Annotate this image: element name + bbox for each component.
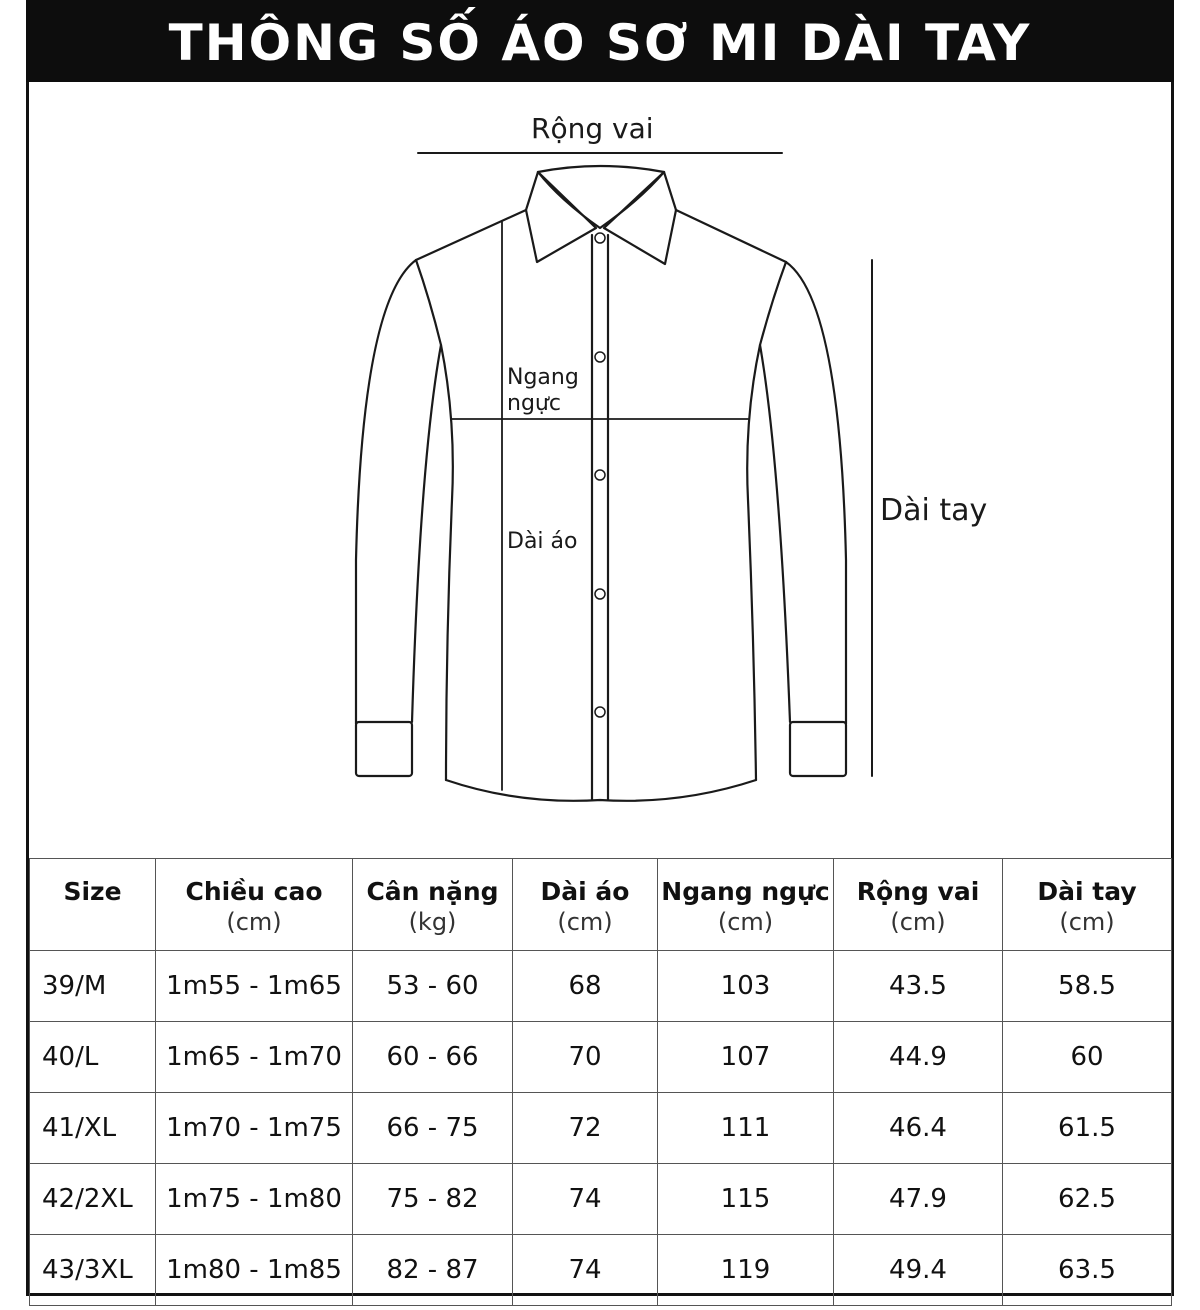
cell-length: 68 [513, 951, 658, 1022]
shoulder-label: Rộng vai [531, 112, 654, 145]
cell-sleeve: 61.5 [1003, 1093, 1172, 1164]
cell-size: 40/L [30, 1022, 156, 1093]
cell-length: 72 [513, 1093, 658, 1164]
cell-weight: 82 - 87 [353, 1235, 513, 1306]
chest-label-line1: Ngang [507, 365, 579, 390]
cell-length: 70 [513, 1022, 658, 1093]
cell-sleeve: 60 [1003, 1022, 1172, 1093]
shirt-button-icon [595, 470, 605, 480]
cell-shoulder: 43.5 [834, 951, 1003, 1022]
cell-length: 74 [513, 1235, 658, 1306]
header-weight: Cân nặng (kg) [353, 859, 513, 951]
cell-weight: 75 - 82 [353, 1164, 513, 1235]
cell-sleeve: 63.5 [1003, 1235, 1172, 1306]
length-label: Dài áo [507, 529, 578, 554]
table-header-row [30, 859, 1172, 951]
cell-shoulder: 44.9 [834, 1022, 1003, 1093]
header-size: Size [30, 859, 156, 951]
cell-height: 1m65 - 1m70 [156, 1022, 353, 1093]
shirt-button-icon [595, 589, 605, 599]
page-title: THÔNG SỐ ÁO SƠ MI DÀI TAY [168, 14, 1032, 72]
cell-shoulder: 46.4 [834, 1093, 1003, 1164]
cell-chest: 115 [658, 1164, 834, 1235]
cell-weight: 60 - 66 [353, 1022, 513, 1093]
cell-shoulder: 47.9 [834, 1164, 1003, 1235]
cell-size: 39/M [30, 951, 156, 1022]
header-sleeve: Dài tay (cm) [1003, 859, 1172, 951]
cell-weight: 66 - 75 [353, 1093, 513, 1164]
cell-weight: 53 - 60 [353, 951, 513, 1022]
cell-chest: 119 [658, 1235, 834, 1306]
cell-sleeve: 62.5 [1003, 1164, 1172, 1235]
cell-size: 43/3XL [30, 1235, 156, 1306]
cell-chest: 111 [658, 1093, 834, 1164]
shirt-outline-icon [356, 166, 846, 801]
table-row [30, 1022, 1172, 1093]
cell-sleeve: 58.5 [1003, 951, 1172, 1022]
table-row [30, 951, 1172, 1022]
cell-height: 1m75 - 1m80 [156, 1164, 353, 1235]
header-shoulder: Rộng vai (cm) [834, 859, 1003, 951]
header-height: Chiều cao (cm) [156, 859, 353, 951]
cell-height: 1m55 - 1m65 [156, 951, 353, 1022]
header-chest: Ngang ngực (cm) [658, 859, 834, 951]
table-row [30, 1093, 1172, 1164]
size-table [29, 858, 1172, 1306]
cell-chest: 103 [658, 951, 834, 1022]
table-row [30, 1235, 1172, 1306]
header-length: Dài áo (cm) [513, 859, 658, 951]
shirt-button-icon [595, 707, 605, 717]
shirt-button-icon [595, 352, 605, 362]
cell-length: 74 [513, 1164, 658, 1235]
cell-chest: 107 [658, 1022, 834, 1093]
cell-size: 42/2XL [30, 1164, 156, 1235]
sleeve-label: Dài tay [880, 493, 988, 528]
shirt-button-icon [595, 233, 605, 243]
table-row [30, 1164, 1172, 1235]
chest-label-line2: ngực [507, 391, 561, 416]
cell-shoulder: 49.4 [834, 1235, 1003, 1306]
cell-size: 41/XL [30, 1093, 156, 1164]
cell-height: 1m80 - 1m85 [156, 1235, 353, 1306]
cell-height: 1m70 - 1m75 [156, 1093, 353, 1164]
